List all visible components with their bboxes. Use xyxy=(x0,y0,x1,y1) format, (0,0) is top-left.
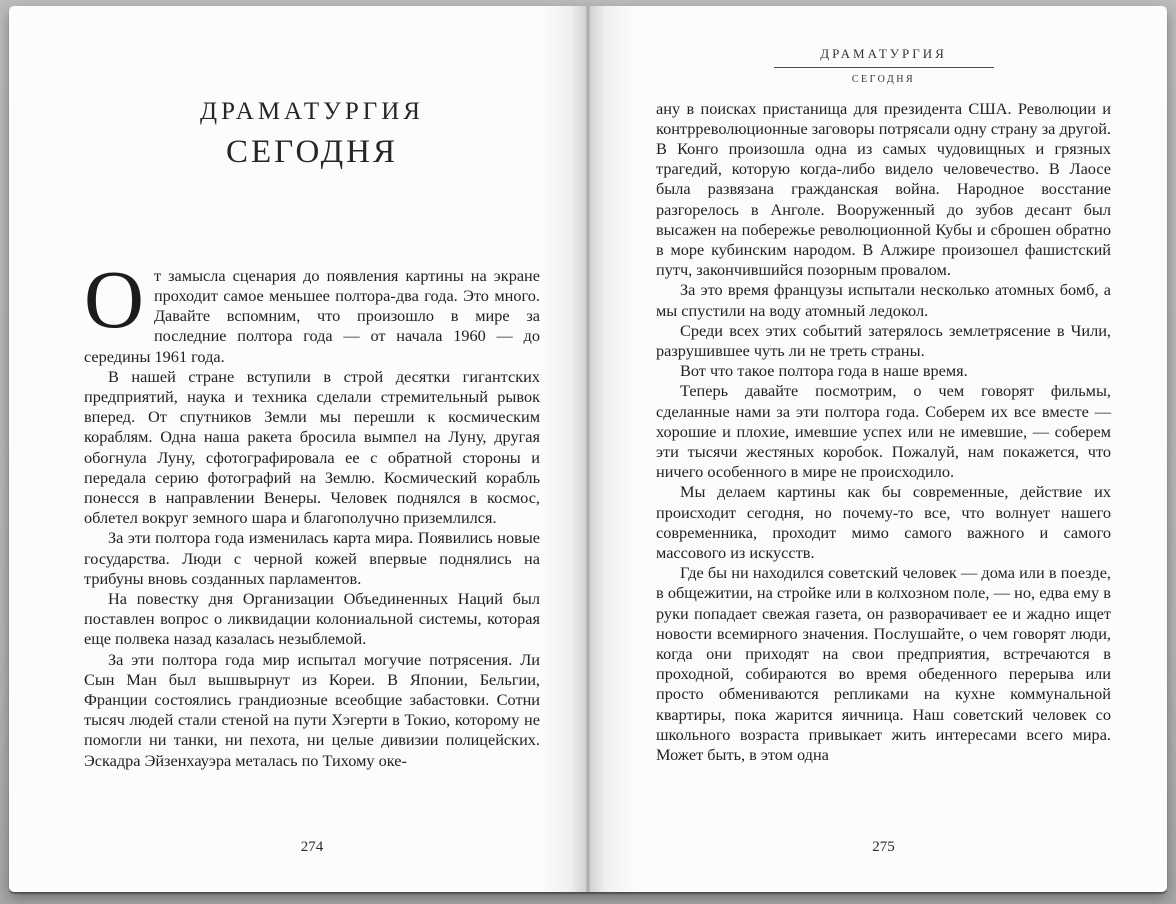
paragraph-text: т замысла сценария до появления картины на экране проходит самое меньшее полтора-два года. Это много. Давайте вспомним, что произошло в мире за последние полтора года — от начала 1960 — до середины 1961 года. xyxy=(84,265,540,366)
paragraph: За эти полтора года изменилась карта мира. Появились новые государства. Люди с черной кожей впервые поднялись на трибуны вновь созданных парламентов. xyxy=(84,528,540,588)
paragraph: В нашей стране вступили в строй десятки гигантских предприятий, наука и техника сделали стремительный рывок вперед. От спутников Земли мы перешли к космическим кораблям. Одна наша ракета бросила вымпел на Луну, другая обогнула Луну, сфотографировала ее с обратной стороны и передала серию фотографий на Землю. Космический корабль понесся в направлении Венеры. Человек поднялся в космос, облетел вокруг земного шара и благополучно приземлился. xyxy=(84,366,540,528)
running-header-title: ДРАМАТУРГИЯ xyxy=(820,46,947,61)
drop-cap: О xyxy=(84,252,144,345)
paragraph: За это время французы испытали несколько атомных бомб, а мы спустили на воду атомный ледокол. xyxy=(656,280,1111,320)
page-number-left: 274 xyxy=(300,839,324,855)
paragraph: За эти полтора года мир испытал могучие потрясения. Ли Сын Ман был вышвырнут из Кореи. В Японии, Бельгии, Франции состоялись грандиозные всеобщие забастовки. Сотни тысяч людей стали стеной на пути Хэгерти в Токио, которому не помогли ни танки, ни пехота, ни целые дивизии полицейских. Эскадра Эйзенхауэра металась по Тихому оке- xyxy=(84,649,540,770)
page-right-body-text xyxy=(656,99,1111,766)
running-header-subtitle: СЕГОДНЯ xyxy=(851,73,916,85)
running-header-rule xyxy=(774,67,994,68)
chapter-title-line2: СЕГОДНЯ xyxy=(226,133,398,170)
paragraph: Мы делаем картины как бы современные, действие их происходит сегодня, но почему-то все, что волнует нашего современника, проходит мимо самого важного и самого массового из искусств. xyxy=(656,482,1111,563)
paragraph: На повестку дня Организации Объединенных Наций был поставлен вопрос о ликвидации колониальной системы, которая еще полвека назад казалась незыблемой. xyxy=(84,589,540,649)
paragraph xyxy=(84,252,540,367)
chapter-title xyxy=(84,98,540,170)
page-left-body-text xyxy=(84,252,540,771)
paragraph: Теперь давайте посмотрим, о чем говорят фильмы, сделанные нами за эти полтора года. Соберем их все вместе — хорошие и плохие, имевшие успех или не имевшие, — соберем эти тысячи жестяных коробок. Пожалуй, нам покажется, что ничего особенного в мире не происходило. xyxy=(656,381,1111,482)
page-left xyxy=(9,6,588,892)
paragraph: Среди всех этих событий затерялось землетрясение в Чили, разрушившее чуть ли не треть страны. xyxy=(656,320,1111,361)
paragraph: Вот что такое полтора года в наше время. xyxy=(680,361,968,381)
chapter-title-line1: ДРАМАТУРГИЯ xyxy=(200,98,424,125)
page-number-right: 275 xyxy=(872,839,895,855)
paragraph: ану в поисках пристанища для президента США. Революции и контрреволюционные заговоры потрясали одну страну за другой. В Конго произошла одна из самых чудовищных и грязных трагедий, которую когда-либо видело человечество. В Лаосе была развязана гражданская война. Народное восстание разгорелось в Анголе. Вооруженный до зубов десант был высажен на побережье революционной Кубы и сброшен обратно в море кубинским народом. В Алжире произошел фашистский путч, закончившийся позорным провалом. xyxy=(656,98,1111,280)
page-right xyxy=(588,6,1167,892)
book-spread xyxy=(9,6,1167,892)
paragraph: Где бы ни находился советский человек — дома или в поезде, в общежитии, на стройке или в колхозном поле, — но, едва ему в руки попадает свежая газета, он разворачивает ее и жадно ищет новости всемирного значения. Послушайте, о чем говорят люди, когда они приходят на свои предприятия, встречаются в проходной, собираются во время обеденного перерыва или просто обмениваются репликами на кухне коммунальной квартиры, пока жарится яичница. Наш советский человек со школьного возраста привыкает жить интересами всего мира. Может быть, в этом одна xyxy=(656,563,1111,765)
running-header xyxy=(656,46,1111,86)
